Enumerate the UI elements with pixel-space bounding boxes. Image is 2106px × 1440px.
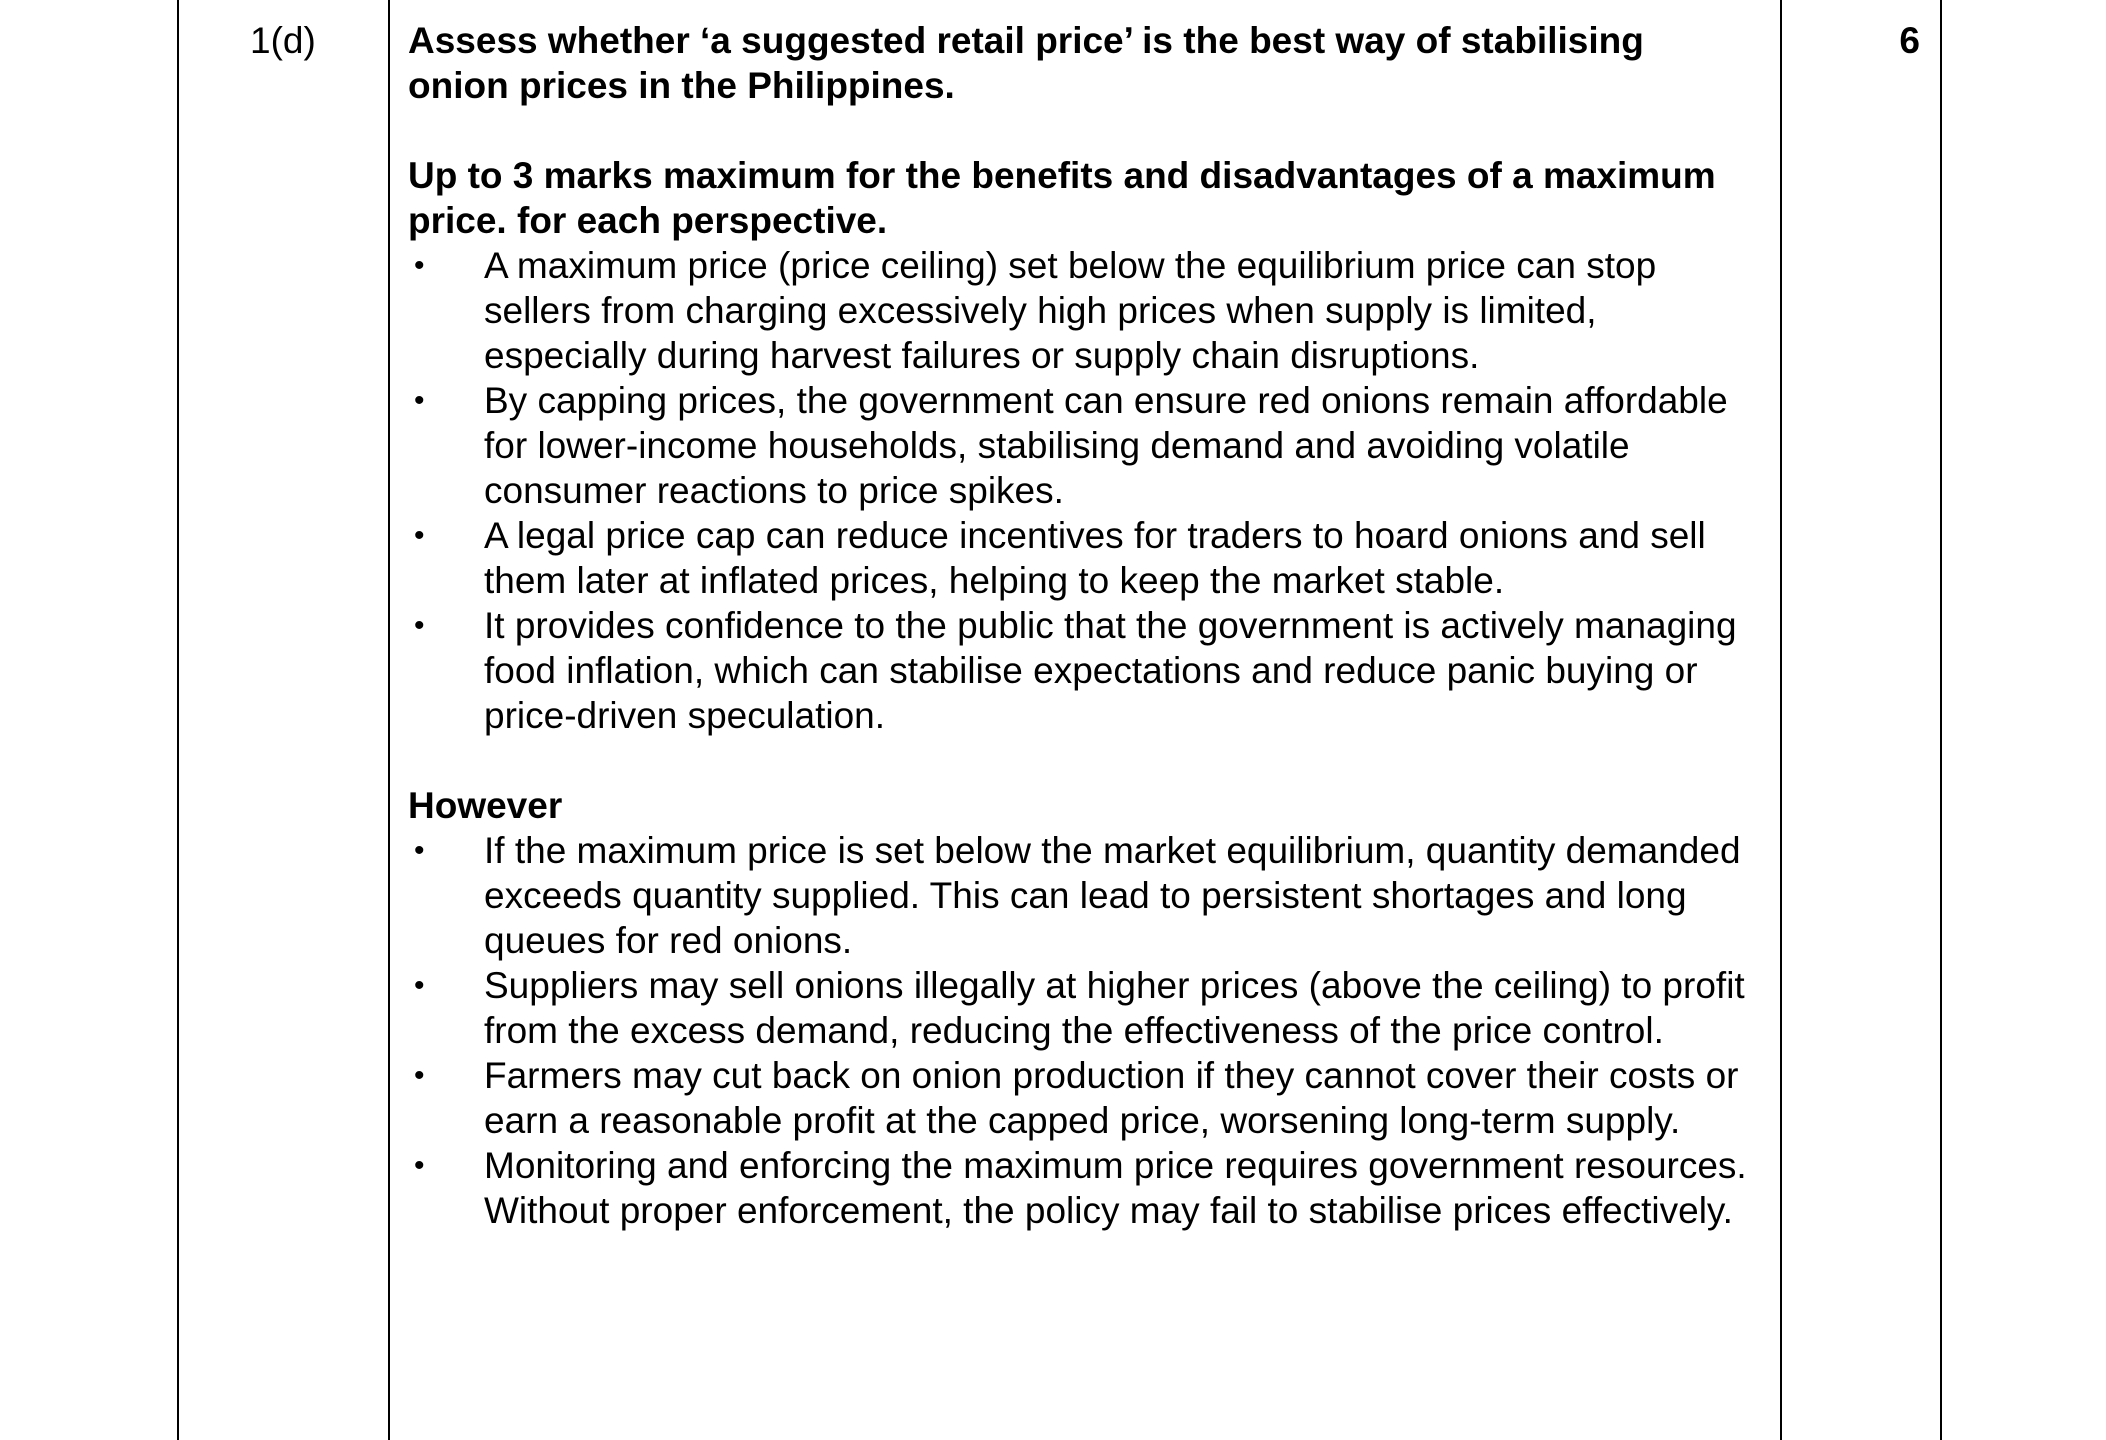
bullet-text: A legal price cap can reduce incentives for traders to hoard onions and sell them later at inflated prices, helping to keep the market stable. [484, 515, 1706, 601]
bullet-item [408, 963, 1748, 1053]
marks-value: 6 [1899, 20, 1920, 61]
bullet-text: Monitoring and enforcing the maximum price requires government resources. Without proper enforcement, the policy may fail to stabilise prices effectively. [484, 1145, 1747, 1231]
answer-cell [408, 18, 1748, 1233]
bullet-item [408, 378, 1748, 513]
table-right-border [1940, 0, 1942, 1440]
bullet-icon: • [414, 249, 425, 282]
bullet-icon: • [414, 384, 425, 417]
drawbacks-list [408, 828, 1748, 1233]
question-number: 1(d) [250, 20, 316, 61]
bullet-item [408, 243, 1748, 378]
bullet-text: By capping prices, the government can ensure red onions remain affordable for lower-income households, stabilising demand and avoiding volatile consumer reactions to price spikes. [484, 380, 1728, 511]
table-left-border [177, 0, 179, 1440]
marking-guidance: Up to 3 marks maximum for the benefits and disadvantages of a maximum price. for each perspective. [408, 155, 1716, 241]
column-divider-answer [1780, 0, 1782, 1440]
benefits-list [408, 243, 1748, 738]
bullet-icon: • [414, 609, 425, 642]
question-text: Assess whether ‘a suggested retail price’ is the best way of stabilising onion prices in the Philippines. [408, 20, 1644, 106]
bullet-item [408, 1143, 1748, 1233]
however-heading: However [408, 785, 563, 826]
column-divider-question [388, 0, 390, 1440]
bullet-item [408, 513, 1748, 603]
bullet-text: It provides confidence to the public that the government is actively managing food inflation, which can stabilise expectations and reduce panic buying or price-driven speculation. [484, 605, 1737, 736]
bullet-item [408, 1053, 1748, 1143]
bullet-icon: • [414, 834, 425, 867]
bullet-icon: • [414, 519, 425, 552]
bullet-item [408, 603, 1748, 738]
bullet-text: A maximum price (price ceiling) set below the equilibrium price can stop sellers from charging excessively high prices when supply is limited, especially during harvest failures or supply chain disruptions. [484, 245, 1657, 376]
bullet-icon: • [414, 1059, 425, 1092]
bullet-item [408, 828, 1748, 963]
bullet-text: Suppliers may sell onions illegally at higher prices (above the ceiling) to profit from the excess demand, reducing the effectiveness of the price control. [484, 965, 1745, 1051]
bullet-icon: • [414, 969, 425, 1002]
bullet-icon: • [414, 1149, 425, 1182]
bullet-text: Farmers may cut back on onion production if they cannot cover their costs or earn a reasonable profit at the capped price, worsening long-term supply. [484, 1055, 1739, 1141]
bullet-text: If the maximum price is set below the market equilibrium, quantity demanded exceeds quantity supplied. This can lead to persistent shortages and long queues for red onions. [484, 830, 1741, 961]
